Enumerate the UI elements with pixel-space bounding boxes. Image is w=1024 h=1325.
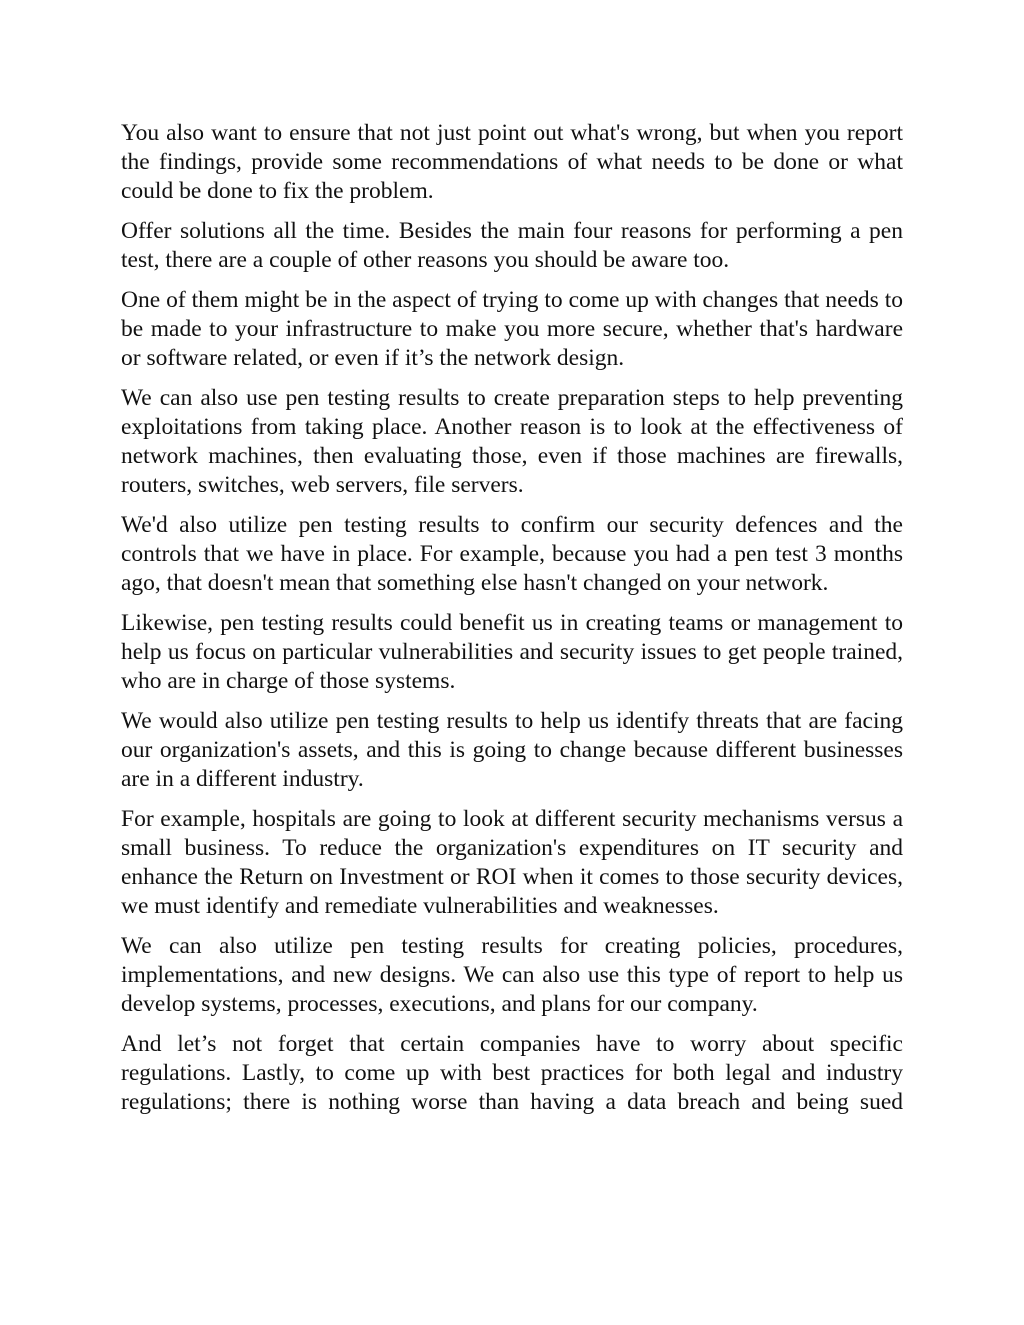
paragraph-8: For example, hospitals are going to look at different security mechanisms versus a small business. To reduce the organization's expenditures on IT security and enhance the Return on Investment or ROI when it comes to those security devices, we must identify and remediate vulnerabilities and weaknesses. [121,806,903,919]
paragraph-6: Likewise, pen testing results could benefit us in creating teams or management to help us focus on particular vulnerabilities and security issues to get people trained, who are in charge of those systems. [121,610,903,694]
paragraph-7: We would also utilize pen testing results to help us identify threats that are facing our organization's assets, and this is going to change because different businesses are in a different industry. [121,708,903,792]
document-page [121,119,903,1128]
paragraph-9: We can also utilize pen testing results for creating policies, procedures, implementations, and new designs. We can also use this type of report to help us develop systems, processes, executions, and plans for our company. [121,933,903,1017]
paragraph-4: We can also use pen testing results to create preparation steps to help preventing exploitations from taking place. Another reason is to look at the effectiveness of network machines, then evaluating those, even if those machines are firewalls, routers, switches, web servers, file servers. [121,385,903,498]
paragraph-1: You also want to ensure that not just point out what's wrong, but when you report the findings, provide some recommendations of what needs to be done or what could be done to fix the problem. [121,120,903,204]
paragraph-5: We'd also utilize pen testing results to confirm our security defences and the controls that we have in place. For example, because you had a pen test 3 months ago, that doesn't mean that something else hasn't changed on your network. [121,512,903,596]
paragraph-2: Offer solutions all the time. Besides the main four reasons for performing a pen test, there are a couple of other reasons you should be aware too. [121,218,903,273]
paragraph-3: One of them might be in the aspect of trying to come up with changes that needs to be made to your infrastructure to make you more secure, whether that's hardware or software related, or even if it’s the network design. [121,287,903,371]
paragraph-10: And let’s not forget that certain companies have to worry about specific regulations. Lastly, to come up with best practices for both legal and industry regulations; there is nothing worse than having a data breach and being sued [121,1031,903,1115]
